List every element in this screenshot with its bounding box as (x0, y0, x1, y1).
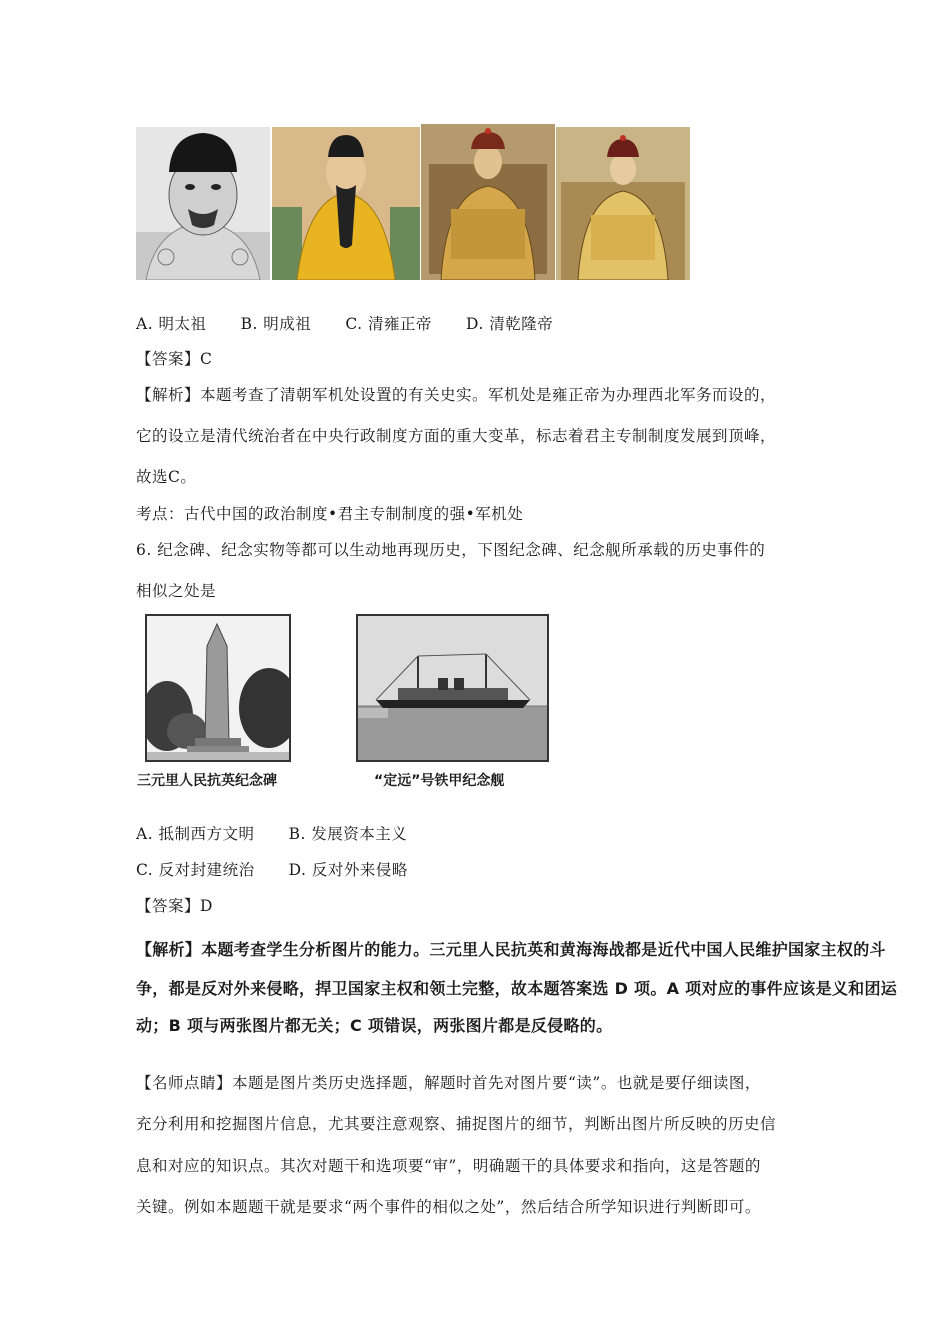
q5-answer: 【答案】C (136, 350, 213, 368)
q6-analysis-line-1: 【解析】本题考查学生分析图片的能力。三元里人民抗英和黄海海战都是近代中国人民维护国家主权的斗 (136, 940, 886, 959)
q6-tip-line-1: 【名师点睛】本题是图片类历史选择题，解题时首先对图片要“读”。也就是要仔细读图， (136, 1074, 761, 1092)
portrait-ming-chengzu (272, 127, 420, 280)
option-d: D. 清乾隆帝 (465, 315, 554, 333)
option-c: C. 清雍正帝 (345, 315, 432, 333)
option-b: B. 明成祖 (240, 315, 312, 333)
option-a: A. 明太祖 (136, 315, 207, 333)
option-a: A. 抵制西方文明 (136, 825, 255, 843)
q6-stem-line-2: 相似之处是 (136, 582, 217, 600)
q5-kaodian: 考点：古代中国的政治制度•君主专制制度的强•军机处 (136, 505, 524, 523)
q6-stem-line-1: 6. 纪念碑、纪念实物等都可以生动地再现历史，下图纪念碑、纪念舰所承载的历史事件的 (136, 541, 766, 559)
q5-options (136, 312, 587, 334)
q5-analysis-line-3: 故选C。 (136, 468, 197, 486)
q5-analysis-line-1: 【解析】本题考查了清朝军机处设置的有关史实。军机处是雍正帝为办理西北军务而设的， (136, 386, 777, 404)
warship-caption: “定远”号铁甲纪念舰 (374, 773, 505, 789)
q6-tip-line-3: 息和对应的知识点。其次对题干和选项要“审”，明确题干的具体要求和指向，这是答题的 (136, 1157, 761, 1175)
portrait-ming-taizu (136, 127, 270, 280)
q6-answer: 【答案】D (136, 897, 213, 915)
q6-tip-line-4: 关键。例如本题题干就是要求“两个事件的相似之处”，然后结合所学知识进行判断即可。 (136, 1198, 761, 1216)
option-b: B. 发展资本主义 (288, 825, 408, 843)
monument-caption: 三元里人民抗英纪念碑 (137, 773, 277, 789)
q6-options-row-2 (136, 858, 442, 880)
monument-photo (145, 614, 291, 762)
option-c: C. 反对封建统治 (136, 861, 255, 879)
option-d: D. 反对外来侵略 (288, 861, 408, 879)
q6-options-row-1 (136, 822, 441, 844)
q5-analysis-line-2: 它的设立是清代统治者在中央行政制度方面的重大变革，标志着君主专制制度发展到顶峰， (136, 427, 777, 445)
portrait-qing-qianlong (556, 127, 690, 280)
warship-photo (356, 614, 549, 762)
q6-analysis-line-2: 争，都是反对外来侵略，捍卫国家主权和领土完整，故本题答案选 D 项。A 项对应的事件应该是义和团运 (136, 979, 898, 998)
q6-tip-line-2: 充分利用和挖掘图片信息，尤其要注意观察、捕捉图片的细节，判断出图片所反映的历史信 (136, 1115, 777, 1133)
portrait-qing-yongzheng (421, 124, 555, 280)
q6-analysis-line-3: 动；B 项与两张图片都无关；C 项错误，两张图片都是反侵略的。 (136, 1016, 613, 1035)
